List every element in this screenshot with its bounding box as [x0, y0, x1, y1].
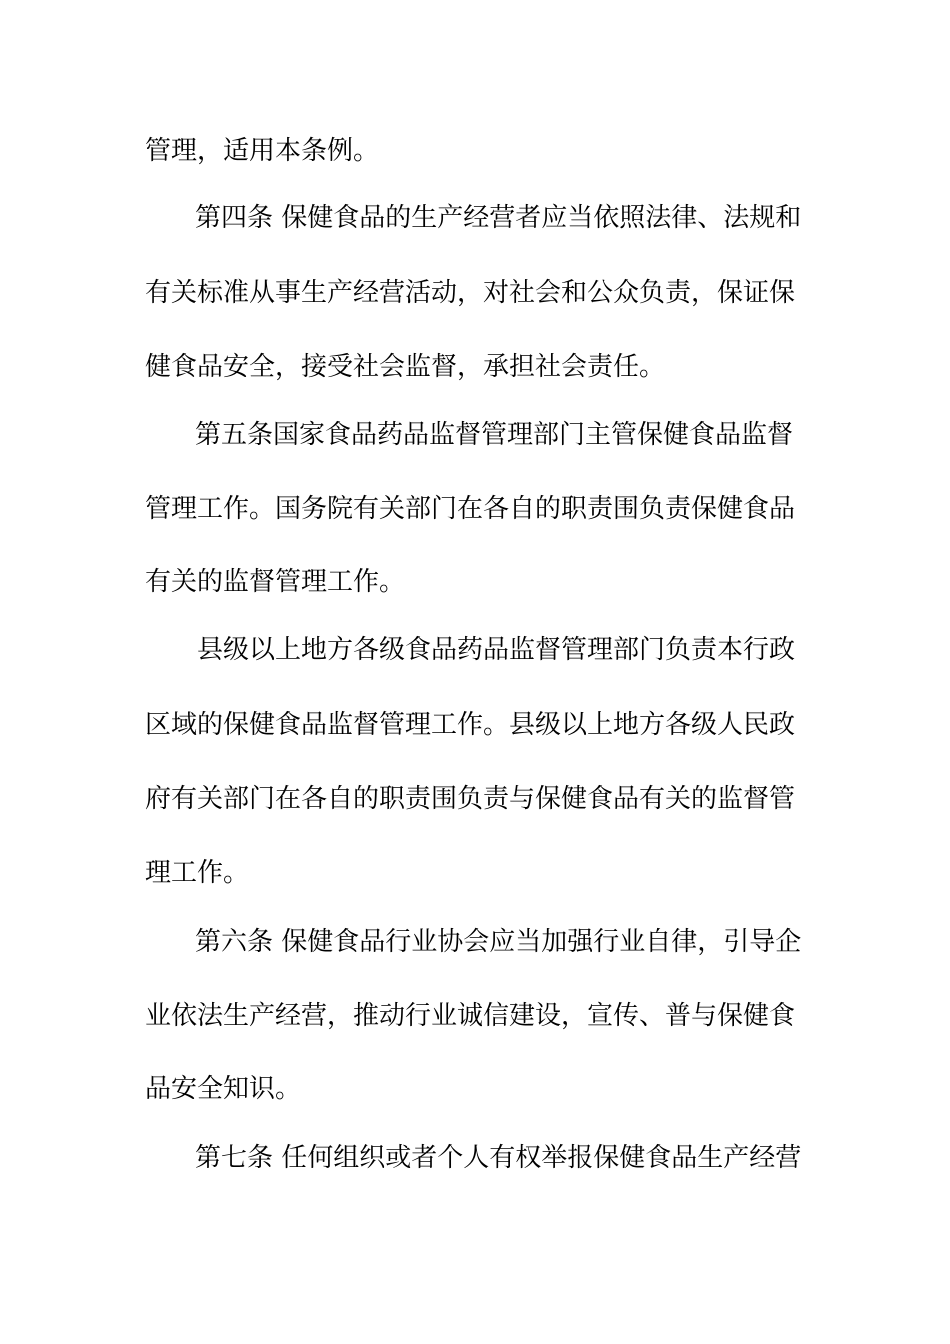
text-line: 区域的保健食品监督管理工作。县级以上地方各级人民政	[145, 710, 796, 740]
text-line: 有关的监督管理工作。	[145, 567, 406, 597]
text-line: 第四条 保健食品的生产经营者应当依照法律、法规和	[195, 203, 802, 233]
text-line: 管理工作。国务院有关部门在各自的职责围负责保健食品	[145, 494, 796, 524]
text-line: 管理，适用本条例。	[145, 136, 380, 166]
text-line: 品安全知识。	[145, 1074, 302, 1104]
text-line: 健食品安全，接受社会监督，承担社会责任。	[145, 352, 666, 382]
text-line: 业依法生产经营，推动行业诚信建设，宣传、普与保健食	[145, 1001, 796, 1031]
text-line: 府有关部门在各自的职责围负责与保健食品有关的监督管	[145, 784, 796, 814]
text-line: 有关标准从事生产经营活动，对社会和公众负责，保证保	[145, 278, 796, 308]
text-line: 理工作。	[145, 858, 250, 888]
text-line: 第七条 任何组织或者个人有权举报保健食品生产经营	[195, 1143, 802, 1173]
text-line: 县级以上地方各级食品药品监督管理部门负责本行政	[197, 635, 796, 665]
text-line: 第五条国家食品药品监督管理部门主管保健食品监督	[195, 420, 794, 450]
text-line: 第六条 保健食品行业协会应当加强行业自律，引导企	[195, 927, 802, 957]
